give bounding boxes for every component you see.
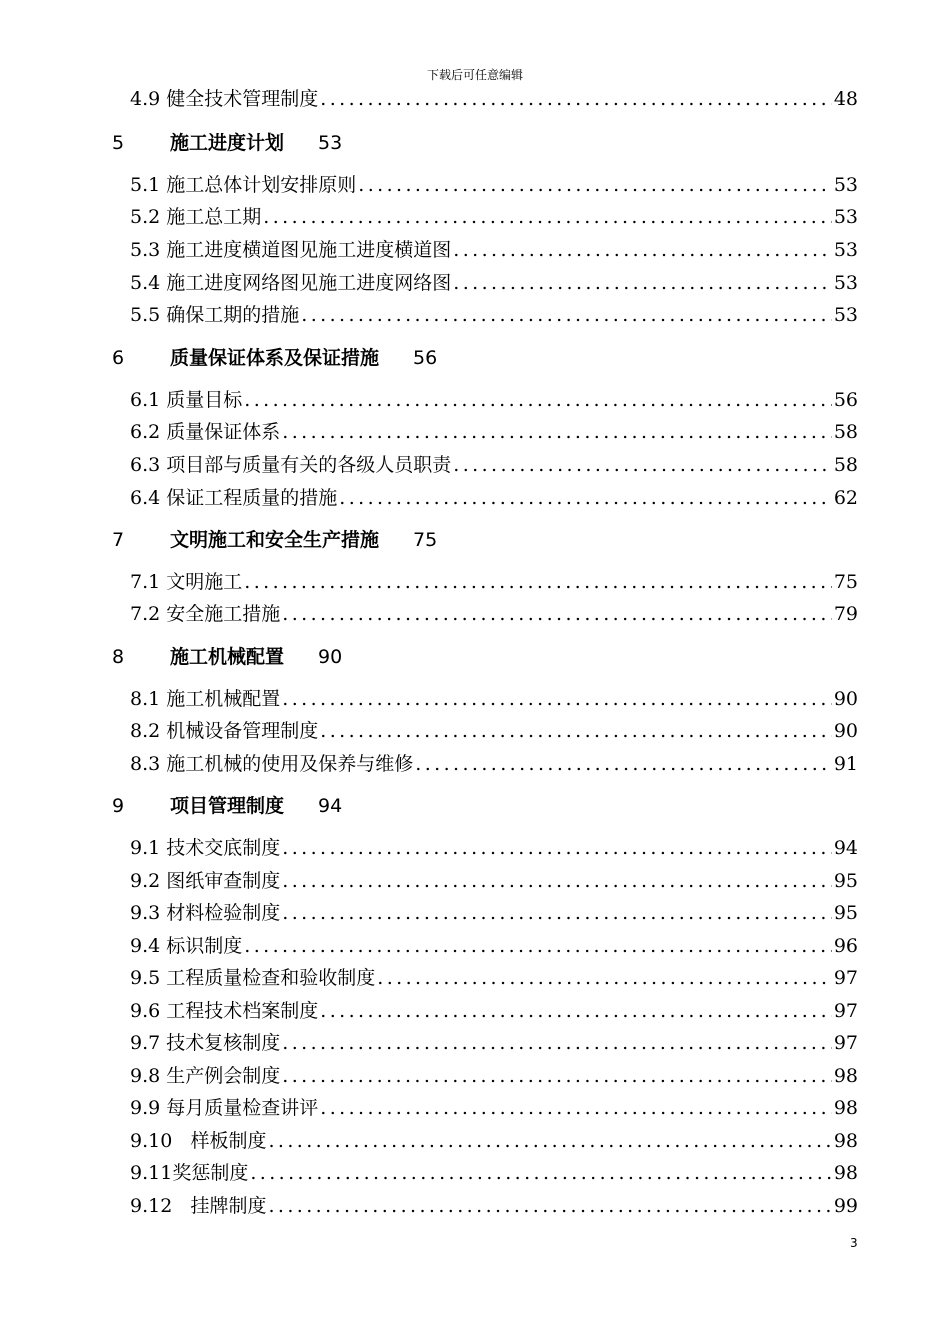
toc-entry-title: 工程技术档案制度 <box>166 1000 319 1022</box>
toc-entry-title: 确保工期的措施 <box>166 304 300 326</box>
toc-entry[interactable] <box>130 233 858 261</box>
toc-entry-number: 5.1 <box>130 174 161 196</box>
toc-entry-number: 9.8 <box>130 1065 161 1087</box>
toc-leader-dots <box>415 753 832 775</box>
toc-entry-page: 79 <box>833 603 858 625</box>
toc-entry-page: 98 <box>833 1130 858 1152</box>
toc-entry[interactable] <box>130 994 858 1022</box>
toc-entry-title: 样板制度 <box>190 1130 267 1152</box>
toc-entry-title: 工程质量检查和验收制度 <box>166 967 376 989</box>
toc-entry-title: 施工总工期 <box>166 206 262 228</box>
toc-entry-page: 95 <box>833 902 858 924</box>
toc-chapter-page: 94 <box>318 795 343 817</box>
toc-entry[interactable] <box>130 415 858 443</box>
toc-entry-title: 机械设备管理制度 <box>166 720 319 742</box>
toc-entry[interactable] <box>130 1156 858 1184</box>
toc-entry-title: 质量保证体系 <box>166 421 281 443</box>
toc-entry-number: 9.6 <box>130 1000 161 1022</box>
toc-entry[interactable] <box>130 298 858 326</box>
toc-chapter-title: 文明施工和安全生产措施 <box>170 529 380 551</box>
toc-entry[interactable] <box>130 831 858 859</box>
toc-chapter-title: 施工机械配置 <box>170 646 285 668</box>
toc-entry-number: 5.4 <box>130 272 161 294</box>
toc-entry-number: 9.10 <box>130 1130 173 1152</box>
toc-entry-page: 53 <box>833 206 858 228</box>
toc-leader-dots <box>282 870 832 892</box>
page-number: 3 <box>850 1236 858 1250</box>
toc-entry[interactable] <box>130 448 858 476</box>
toc-leader-dots <box>377 967 832 989</box>
toc-chapter-page: 53 <box>318 132 343 154</box>
toc-entry-title: 挂牌制度 <box>190 1195 267 1217</box>
toc-entry-number: 9.7 <box>130 1032 161 1054</box>
toc-entry-page: 98 <box>833 1097 858 1119</box>
toc-entry-page: 48 <box>833 88 858 110</box>
toc-entry-title: 质量目标 <box>166 389 243 411</box>
toc-entry[interactable] <box>130 682 858 710</box>
toc-entry-page: 97 <box>833 967 858 989</box>
toc-chapter[interactable] <box>112 640 342 668</box>
toc-entry-number: 9.9 <box>130 1097 161 1119</box>
toc-entry[interactable] <box>130 896 858 924</box>
toc-entry[interactable] <box>130 168 858 196</box>
toc-entry[interactable] <box>130 1059 858 1087</box>
toc-chapter-title: 项目管理制度 <box>170 795 285 817</box>
toc-entry-page: 53 <box>833 272 858 294</box>
toc-chapter-number: 5 <box>112 132 125 154</box>
toc-entry-title: 图纸审查制度 <box>166 870 281 892</box>
toc-entry[interactable] <box>130 383 858 411</box>
toc-entry-page: 90 <box>833 720 858 742</box>
toc-entry-number: 6.1 <box>130 389 161 411</box>
toc-entry[interactable] <box>130 1026 858 1054</box>
toc-entry-number: 5.2 <box>130 206 161 228</box>
toc-leader-dots <box>282 688 832 710</box>
toc-entry-number: 8.1 <box>130 688 161 710</box>
toc-entry-title: 每月质量检查讲评 <box>166 1097 319 1119</box>
toc-leader-dots <box>339 487 832 509</box>
toc-entry-page: 58 <box>833 421 858 443</box>
toc-entry-number: 9.2 <box>130 870 161 892</box>
page-header: 下载后可任意编辑 <box>426 68 523 82</box>
toc-entry-title: 技术复核制度 <box>166 1032 281 1054</box>
toc-chapter[interactable] <box>112 789 342 817</box>
toc-chapter-number: 8 <box>112 646 125 668</box>
toc-leader-dots <box>453 239 832 261</box>
toc-entry-number: 9.12 <box>130 1195 173 1217</box>
toc-entry-title: 健全技术管理制度 <box>166 88 319 110</box>
toc-entry-page: 97 <box>833 1000 858 1022</box>
toc-entry-title: 施工进度横道图见施工进度横道图 <box>166 239 452 261</box>
toc-entry[interactable] <box>130 565 858 593</box>
toc-leader-dots <box>320 1097 832 1119</box>
toc-entry-number: 5.3 <box>130 239 161 261</box>
toc-entry[interactable] <box>130 266 858 294</box>
toc-entry-title: 保证工程质量的措施 <box>166 487 338 509</box>
toc-chapter[interactable] <box>112 126 342 154</box>
toc-leader-dots <box>282 421 832 443</box>
toc-entry[interactable] <box>130 1189 858 1217</box>
toc-leader-dots <box>263 206 832 228</box>
toc-entry[interactable] <box>130 597 858 625</box>
toc-entry-page: 53 <box>833 304 858 326</box>
toc-entry[interactable] <box>130 961 858 989</box>
toc-chapter-page: 56 <box>413 347 438 369</box>
toc-entry-number: 6.4 <box>130 487 161 509</box>
toc-entry-number: 6.2 <box>130 421 161 443</box>
toc-entry-page: 53 <box>833 239 858 261</box>
toc-leader-dots <box>301 304 832 326</box>
toc-leader-dots <box>282 1032 832 1054</box>
toc-chapter-title: 施工进度计划 <box>170 132 285 154</box>
toc-entry-page: 96 <box>833 935 858 957</box>
toc-chapter-number: 9 <box>112 795 125 817</box>
toc-entry-title: 标识制度 <box>166 935 243 957</box>
toc-entry-title: 项目部与质量有关的各级人员职责 <box>166 454 452 476</box>
toc-leader-dots <box>453 454 832 476</box>
toc-entry-page: 53 <box>833 174 858 196</box>
toc-entry-number: 9.3 <box>130 902 161 924</box>
toc-entry-title: 施工进度网络图见施工进度网络图 <box>166 272 452 294</box>
toc-entry-page: 91 <box>833 753 858 775</box>
toc-entry-page: 58 <box>833 454 858 476</box>
toc-entry[interactable] <box>130 200 858 228</box>
toc-leader-dots <box>282 603 832 625</box>
toc-leader-dots <box>244 571 832 593</box>
toc-entry-page: 98 <box>833 1065 858 1087</box>
toc-entry-title: 生产例会制度 <box>166 1065 281 1087</box>
toc-entry-page: 62 <box>833 487 858 509</box>
toc-entry-title: 施工机械配置 <box>166 688 281 710</box>
toc-leader-dots <box>358 174 832 196</box>
toc-entry-number: 9.1 <box>130 837 161 859</box>
toc-entry-page: 97 <box>833 1032 858 1054</box>
toc-entry-number: 8.3 <box>130 753 161 775</box>
toc-entry-number: 8.2 <box>130 720 161 742</box>
toc-entry-page: 94 <box>833 837 858 859</box>
toc-entry-title: 施工机械的使用及保养与维修 <box>166 753 414 775</box>
toc-leader-dots <box>320 720 832 742</box>
toc-entry[interactable] <box>130 82 858 110</box>
toc-chapter[interactable] <box>112 523 437 551</box>
toc-entry-page: 90 <box>833 688 858 710</box>
toc-leader-dots <box>282 902 832 924</box>
toc-entry-title: 施工总体计划安排原则 <box>166 174 357 196</box>
toc-entry-page: 75 <box>833 571 858 593</box>
toc-entry-page: 98 <box>833 1162 858 1184</box>
toc-entry-number: 9.4 <box>130 935 161 957</box>
toc-entry-page: 95 <box>833 870 858 892</box>
toc-leader-dots <box>268 1130 831 1152</box>
toc-chapter-number: 7 <box>112 529 125 551</box>
toc-chapter-title: 质量保证体系及保证措施 <box>170 347 380 369</box>
toc-entry-title: 奖惩制度 <box>172 1162 249 1184</box>
toc-leader-dots <box>244 389 832 411</box>
toc-entry[interactable] <box>130 929 858 957</box>
toc-entry[interactable] <box>130 481 858 509</box>
toc-leader-dots <box>244 935 832 957</box>
toc-entry-number: 7.2 <box>130 603 161 625</box>
toc-chapter-page: 75 <box>413 529 438 551</box>
toc-chapter-number: 6 <box>112 347 125 369</box>
toc-entry[interactable] <box>130 1091 858 1119</box>
toc-entry-number: 7.1 <box>130 571 161 593</box>
toc-entry-number: 6.3 <box>130 454 161 476</box>
toc-entry[interactable] <box>130 714 858 742</box>
toc-entry-number: 5.5 <box>130 304 161 326</box>
toc-entry-number: 4.9 <box>130 88 161 110</box>
toc-entry[interactable] <box>130 747 858 775</box>
toc-entry-title: 文明施工 <box>166 571 243 593</box>
toc-entry-page: 56 <box>833 389 858 411</box>
toc-entry[interactable] <box>130 1124 858 1152</box>
toc-leader-dots <box>282 837 832 859</box>
toc-leader-dots <box>320 88 832 110</box>
toc-leader-dots <box>268 1195 831 1217</box>
toc-chapter[interactable] <box>112 341 437 369</box>
toc-entry-title: 技术交底制度 <box>166 837 281 859</box>
toc-entry[interactable] <box>130 864 858 892</box>
toc-leader-dots <box>250 1162 831 1184</box>
toc-leader-dots <box>320 1000 832 1022</box>
toc-entry-title: 材料检验制度 <box>166 902 281 924</box>
toc-entry-number: 9.11 <box>130 1162 173 1184</box>
toc-leader-dots <box>282 1065 832 1087</box>
toc-entry-number: 9.5 <box>130 967 161 989</box>
toc-chapter-page: 90 <box>318 646 343 668</box>
toc-entry-page: 99 <box>833 1195 858 1217</box>
toc-leader-dots <box>453 272 832 294</box>
toc-entry-title: 安全施工措施 <box>166 603 281 625</box>
